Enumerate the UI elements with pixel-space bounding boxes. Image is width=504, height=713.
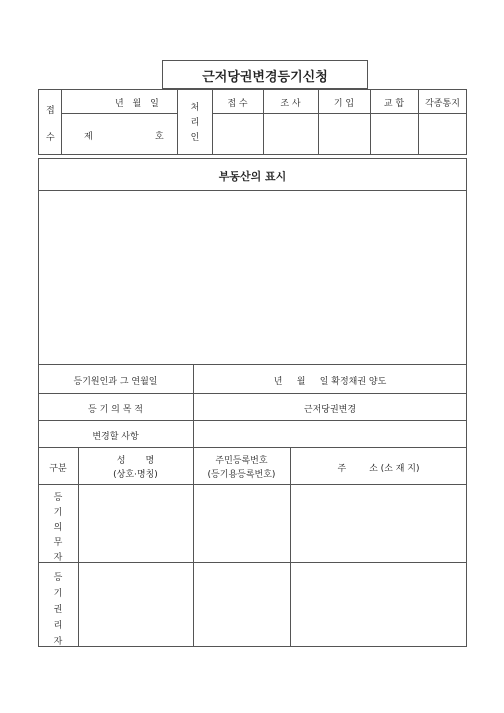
change-label: 변경할 사항 [92,432,139,442]
reception-no-prefix: 제 [84,132,93,142]
obligee-char-4: 리 [53,621,63,631]
party-col-address: 주 소 (소 재 지) [337,464,420,474]
reception-date: 년 월 일 [115,99,159,109]
processing-col-receipt: 접 수 [227,99,248,109]
obligor-name-cell[interactable] [79,485,192,561]
obligor-char-5: 자 [53,553,63,563]
reception-label-top: 접 [46,106,55,116]
cause-value[interactable]: 년 월 일 확정채권 양도 [273,377,387,387]
obligee-name-cell[interactable] [79,563,192,646]
property-header: 부동산의 표시 [218,170,287,183]
reception-no-suffix: 호 [155,132,164,142]
obligee-char-5: 자 [53,637,63,647]
party-col-name-sub: (상호·명칭) [113,470,158,480]
purpose-value[interactable]: 근저당권변경 [303,405,357,415]
party-col-category: 구분 [49,464,67,474]
processing-col-notice: 각종통지 [425,99,460,109]
obligor-address-cell[interactable] [291,485,466,561]
processing-label-1: 처 [190,103,200,113]
obligor-char-1: 등 [53,493,63,503]
processing-col-check: 교 합 [383,99,405,109]
purpose-label: 등 기 의 목 적 [88,405,143,415]
obligor-char-2: 기 [53,508,63,518]
processing-label-2: 리 [190,118,200,128]
obligor-char-4: 무 [53,538,63,548]
reception-label-bottom: 수 [46,133,55,143]
property-description-area[interactable] [39,191,466,364]
party-col-id: 주민등록번호 [215,456,268,466]
party-col-id-sub: (등기용등록번호) [207,470,276,480]
processing-label-3: 인 [190,133,200,143]
processing-col-review: 조 사 [280,99,301,109]
obligee-address-cell[interactable] [291,563,466,646]
obligor-char-3: 의 [53,523,63,533]
change-value[interactable] [194,421,466,447]
processing-col-entry: 기 입 [333,99,355,109]
page-title: 근저당권변경등기신청 [202,70,328,85]
obligee-id-cell[interactable] [194,563,289,646]
obligor-id-cell[interactable] [194,485,289,561]
obligee-char-1: 등 [53,573,63,583]
cause-label: 등기원인과 그 연월일 [73,377,158,387]
obligee-char-3: 권 [53,605,63,615]
obligee-char-2: 기 [53,589,63,599]
party-col-name: 성 명 [116,456,155,466]
